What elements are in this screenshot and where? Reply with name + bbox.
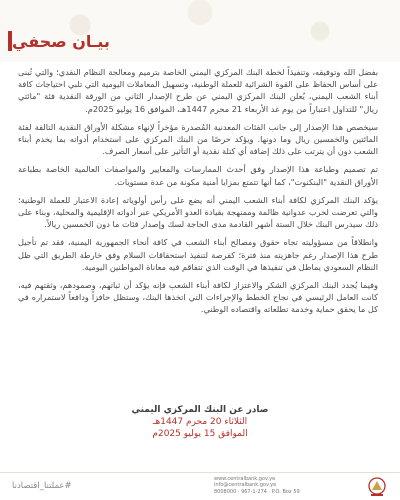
central-bank-logo-icon	[364, 475, 390, 499]
title-accent-bar	[8, 31, 12, 51]
hijri-date: الثلاثاء 20 محرم 1447هـ	[152, 417, 248, 427]
page-title: بيـان صحفي	[12, 31, 110, 51]
pobox: P.O. Box 59	[271, 488, 300, 495]
footer	[0, 474, 400, 500]
paragraph: وانطلاقاً من مسؤوليته تجاه حقوق ومصالح أبناء الشعب في كافة أنحاء الجمهورية اليمنية، فقد تم تأجيل طرح هذا الإصدار رغم جاهزيته منذ فترة؛ كفرصة لتنفيذ استحقاقات السلام وفق خارطة الطريق التي ظل النظام السعودي يماطل في تنفيذها في الوقت الذي تتفاقم فيه معاناة المواطنين اليومية.	[18, 237, 378, 272]
gregorian-date: الموافق 15 يوليو 2025م	[152, 429, 248, 439]
contact-info: www.centralbank.gov.ye info@centralbank.gov.ye 8008000 · 967-1-274 · P.O. Box 59	[214, 476, 300, 495]
paragraph: سيخصص هذا الإصدار إلى جانب الفئات المعدنية المُصدرة مؤخراً لإنهاء مشكلة الأوراق النقدية التالفة لفئة المائتين والخمسين ريال وما دونها. ويؤكد حرصًا من البنك المركزي على استخدام أدواته بما يخدم أبناء الشعب دون أن يترتب على ذلك إضافة أي كتلة نقدية أو التأثير على أسعار الصرف.	[18, 121, 378, 157]
hashtag: #عملتنا_اقتصادنا	[12, 481, 72, 491]
footer-divider	[0, 472, 400, 473]
paragraph: تم تصميم وطباعة هذا الإصدار وفق أحدث الممارسات والمعايير والمواصفات العالمية الخاصة بطباعة الأوراق النقدية "البنكنوت"، كما أنها تتمتع بمزايا أمنية مكونة من عدة مستويات.	[18, 164, 378, 187]
website-link[interactable]: www.centralbank.gov.ye	[214, 476, 276, 482]
paragraph: بفضل الله وتوفيقه، وتنفيذاً لخطة البنك المركزي اليمني الخاصة بترميم ومعالجة النظام النقدي؛ والتي تُبنى على أساس الحفاظ على القوة الشرائية للعملة الوطنية، وتسهيل المعاملات اليومية التي تلبي احتياجات كافة أبناء الشعب اليمني، يُعلن البنك المركزي اليمني عن طرح الإصدار الثاني من الورقة النقدية فئة "مائتي ريال" للتداول اعتباراً من يوم غد الأربعاء 21 محرم 1447هـ، الموافق 16 يوليو 2025م.	[18, 67, 378, 114]
signature-block	[0, 404, 400, 440]
issuer-name: صادر عن البنك المركزي اليمني	[131, 405, 269, 415]
fax-number: 967-1-274	[241, 488, 267, 495]
paragraph: وفيما يُجدد البنك المركزي الشكر والاعتزاز لكافة أبناء الشعب فإنه يؤكد أن ثباتهم، وصمودهم، وثقتهم فيه، كانت العامل الرئيسي في نجاح الخطط والإجراءات التي اتخذها البنك، وستظل حافزاً ودافعاً لاستمراره في كل ما يحقق حماية وخدمة تطلعاته واقتصاده الوطني.	[18, 280, 378, 315]
header	[0, 30, 400, 52]
email-link[interactable]: info@centralbank.gov.ye	[214, 482, 277, 489]
paragraph: يؤكد البنك المركزي لكافة أبناء الشعب اليمني أنه يضع على رأس أولوياته إعادة الاعتبار للعملة الوطنية؛ والتي تعرضت لحرب عدوانية ظالمة وممنهجة بقيادة العدو الأمريكي عبر أدواته الإقليمية والمحلية، وبناء على ذلك سيدرس البنك خلال الستة أشهر القادمة مدى الحاجة لسك وإصدار فئات ما دون الخمسين ريالاً.	[18, 194, 378, 230]
press-release-body	[18, 66, 378, 322]
phone-number: 8008000	[214, 488, 237, 495]
